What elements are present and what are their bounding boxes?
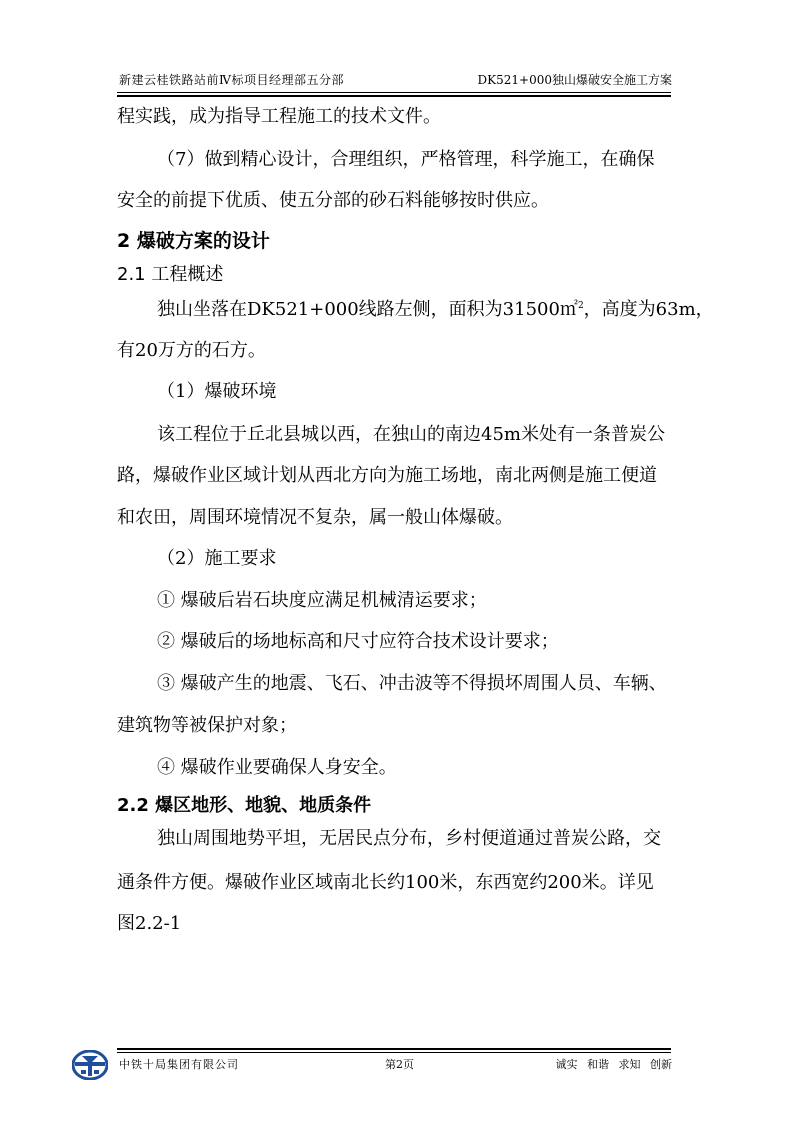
list-item: ④ 爆破作业要确保人身安全。 <box>157 757 397 778</box>
paragraph-line: 安全的前提下优质、使五分部的砂石料能够按时供应。 <box>117 190 549 211</box>
footer-rule-thick <box>117 1048 671 1050</box>
item-heading: （1）爆破环境 <box>157 381 277 402</box>
list-item: ② 爆破后的场地标高和尺寸应符合技术设计要求； <box>157 631 559 652</box>
paragraph-line: （7）做到精心设计，合理组织，严格管理，科学施工，在确保 <box>157 149 655 170</box>
overview-text-end: ，高度为63m， <box>583 299 714 320</box>
header-document-title: DK521+000独山爆破安全施工方案 <box>477 73 672 87</box>
header-rule-thick <box>117 95 671 97</box>
header-rule <box>117 92 671 93</box>
paragraph-line: 独山周围地势平坦，无居民点分布，乡村便道通过普炭公路，交 <box>157 828 661 849</box>
paragraph-line: 路，爆破作业区域计划从西北方向为施工场地，南北两侧是施工便道 <box>117 465 657 486</box>
paragraph-line: 程实践，成为指导工程施工的技术文件。 <box>117 106 441 127</box>
paragraph-line: 和农田，周围环境情况不复杂，属一般山体爆破。 <box>117 507 513 528</box>
list-item-continuation: 建筑物等被保护对象； <box>117 715 297 736</box>
china-railway-logo-icon <box>72 1050 108 1080</box>
list-item: ③ 爆破产生的地震、飞石、冲击波等不得损坏周围人员、车辆、 <box>157 673 667 694</box>
paragraph-line: 通条件方便。爆破作业区域南北长约100米，东西宽约200米。详见 <box>117 872 654 893</box>
paragraph-line: 有20万方的石方。 <box>117 340 266 361</box>
subsection-heading: 2.2 爆区地形、地貌、地质条件 <box>117 795 372 816</box>
list-item: ① 爆破后岩石块度应满足机械清运要求； <box>157 590 487 611</box>
superscript: 2 <box>577 301 584 311</box>
paragraph-line: 该工程位于丘北县城以西，在独山的南边45m米处有一条普炭公 <box>157 424 665 445</box>
paragraph-line <box>157 300 717 320</box>
footer-company: 中铁十局集团有限公司 <box>119 1058 239 1071</box>
footer-motto: 诚实 和谐 求知 创新 <box>555 1058 672 1071</box>
paragraph-line: 图2.2-1 <box>117 913 182 934</box>
subsection-heading: 2.1 工程概述 <box>117 264 224 285</box>
footer-rule <box>117 1052 671 1053</box>
header-project-name: 新建云桂铁路站前Ⅳ标项目经理部五分部 <box>119 73 344 87</box>
page-number: 第2页 <box>385 1058 414 1071</box>
section-heading: 2 爆破方案的设计 <box>117 230 270 252</box>
overview-text: 独山坐落在DK521+000线路左侧，面积为31500㎡ <box>157 299 578 320</box>
item-heading: （2）施工要求 <box>157 548 277 569</box>
